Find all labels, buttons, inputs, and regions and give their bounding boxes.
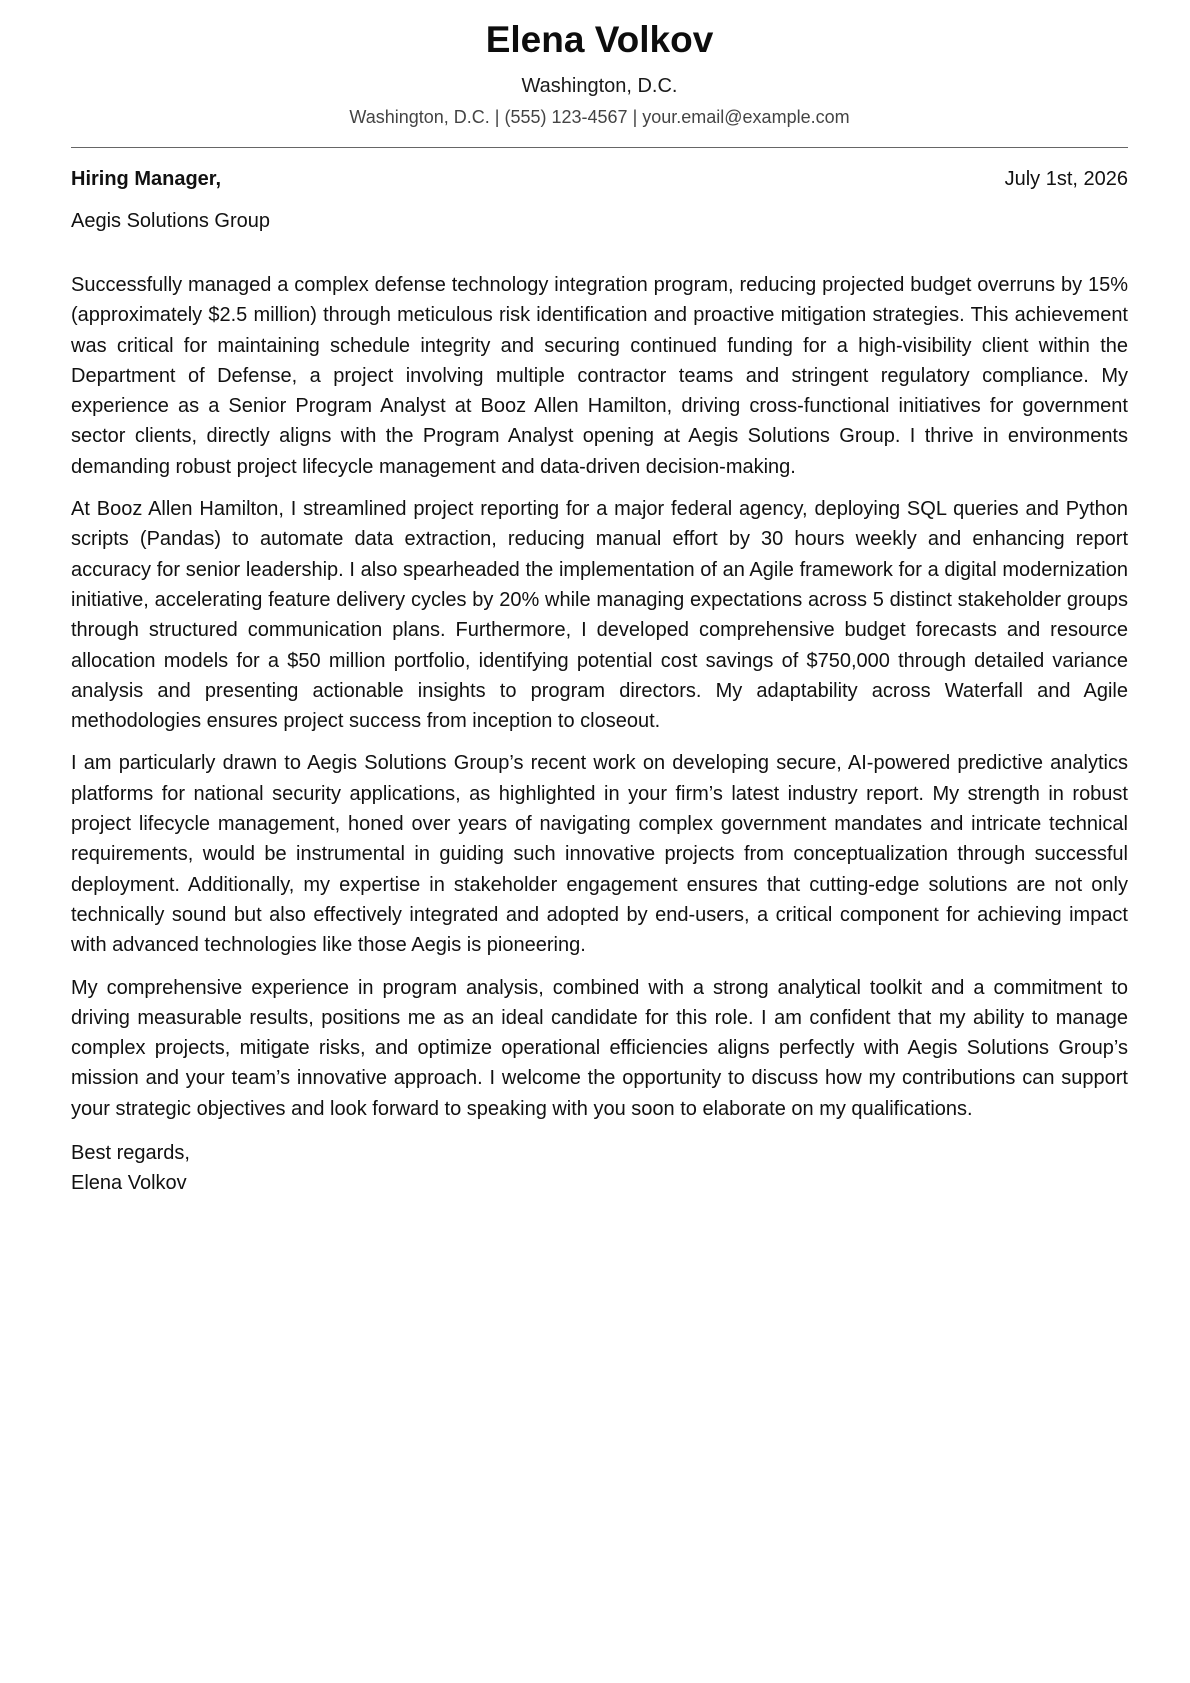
salutation: Hiring Manager, bbox=[71, 168, 222, 190]
recipient-row bbox=[71, 164, 1128, 194]
header-divider bbox=[71, 147, 1128, 148]
sign-off: Best regards, bbox=[71, 1142, 190, 1165]
letter-closing bbox=[71, 1138, 1128, 1198]
cover-letter-page bbox=[71, 0, 1128, 1198]
contact-line: Washington, D.C. | (555) 123-4567 | your.email@example.com bbox=[349, 107, 850, 127]
recipient-company: Aegis Solutions Group bbox=[71, 210, 271, 232]
applicant-city: Washington, D.C. bbox=[521, 75, 678, 97]
letter-header bbox=[71, 0, 1128, 130]
body-paragraph-2: At Booz Allen Hamilton, I streamlined project reporting for a major federal agency, deploying SQL queries and Python scripts (Pandas) to automate data extraction, reducing manual effort by 30 hours weekly and enhancing report accuracy for senior leadership. I also spearheaded the implementation of an Agile framework for a digital modernization initiative, accelerating feature delivery cycles by 20% while managing expectations across 5 distinct stakeholder groups through structured communication plans. Furthermore, I developed comprehensive budget forecasts and resource allocation models for a $50 million portfolio, identifying potential cost savings of $750,000 through detailed variance analysis and presenting actionable insights to program directors. My adaptability across Waterfall and Agile methodologies ensures project success from inception to closeout. bbox=[71, 498, 1128, 733]
letter-date: July 1st, 2026 bbox=[1004, 168, 1128, 190]
body-paragraph-3: I am particularly drawn to Aegis Solutions Group’s recent work on developing secure, AI-powered predictive analytics platforms for national security applications, as highlighted in your firm’s latest industry report. My strength in robust project lifecycle management, honed over years of navigating complex government mandates and intricate technical requirements, would be instrumental in guiding such innovative projects from conceptualization through successful deployment. Additionally, my expertise in stakeholder engagement ensures that cutting-edge solutions are not only technically sound but also effectively integrated and adopted by end-users, a critical component for achieving impact with advanced technologies like those Aegis is pioneering. bbox=[71, 752, 1128, 957]
signature-name: Elena Volkov bbox=[71, 1172, 187, 1195]
body-paragraph-1: Successfully managed a complex defense technology integration program, reducing projected budget overruns by 15% (approximately $2.5 million) through meticulous risk identification and proactive mitigation strategies. This achievement was critical for maintaining schedule integrity and securing continued funding for a high-visibility client within the Department of Defense, a project involving multiple contractor teams and stringent regulatory compliance. My experience as a Senior Program Analyst at Booz Allen Hamilton, driving cross-functional initiatives for government sector clients, directly aligns with the Program Analyst opening at Aegis Solutions Group. I thrive in environments demanding robust project lifecycle management and data-driven decision-making. bbox=[71, 274, 1128, 478]
applicant-name: Elena Volkov bbox=[485, 19, 714, 60]
body-paragraph-4: My comprehensive experience in program analysis, combined with a strong analytical toolkit and a commitment to driving measurable results, positions me as an ideal candidate for this role. I am confident that my ability to manage complex projects, mitigate risks, and optimize operational efficiencies aligns perfectly with Aegis Solutions Group’s mission and your team’s innovative approach. I welcome the opportunity to discuss how my contributions can support your strategic objectives and look forward to speaking with you soon to elaborate on my qualifications. bbox=[71, 976, 1128, 1120]
letter-body bbox=[71, 270, 1128, 1124]
